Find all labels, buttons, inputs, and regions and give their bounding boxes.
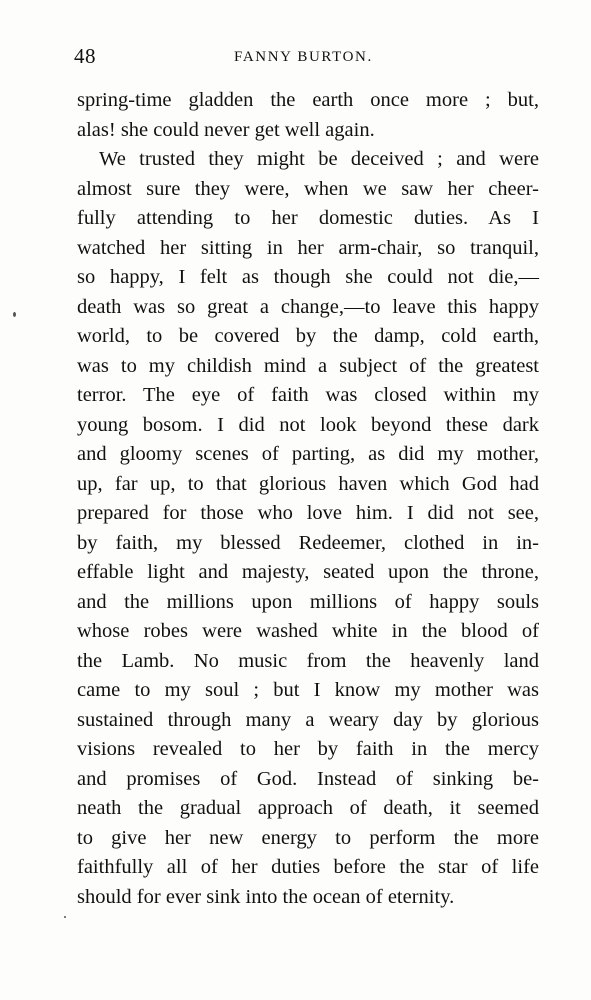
text-line: whose robes were washed white in the blood of xyxy=(77,620,539,642)
text-line: almost sure they were, when we saw her cheer- xyxy=(77,177,539,200)
text-line: was to my childish mind a subject of the greatest xyxy=(77,354,539,377)
text-line: by faith, my blessed Redeemer, clothed in in- xyxy=(77,531,539,554)
text-line: visions revealed to her by faith in the mercy xyxy=(77,738,539,760)
text-line: prepared for those who love him. I did not see, xyxy=(77,502,539,524)
running-title: FANNY BURTON. xyxy=(234,49,373,65)
ink-speck xyxy=(64,916,66,918)
text-line: alas! she could never get well again. xyxy=(77,118,375,141)
text-line: spring-time gladden the earth once more ; but, xyxy=(77,89,539,111)
text-line: terror. The eye of faith was closed within my xyxy=(77,384,539,406)
text-line: up, far up, to that glorious haven which God had xyxy=(77,472,539,495)
text-line: watched her sitting in her arm-chair, so tranquil, xyxy=(77,236,539,259)
ink-speck xyxy=(13,312,16,317)
text-line: came to my soul ; but I know my mother was xyxy=(77,679,539,701)
text-line: should for ever sink into the ocean of eternity. xyxy=(77,885,455,908)
text-line: faithfully all of her duties before the star of life xyxy=(77,856,539,878)
page-number: 48 xyxy=(74,44,96,68)
text-line: young bosom. I did not look beyond these dark xyxy=(77,413,539,436)
text-line: and gloomy scenes of parting, as did my mother, xyxy=(77,443,539,465)
text-line: and the millions upon millions of happy souls xyxy=(77,590,539,613)
text-line: the Lamb. No music from the heavenly land xyxy=(77,649,539,672)
text-line: and promises of God. Instead of sinking be- xyxy=(77,767,539,790)
text-line: We trusted they might be deceived ; and were xyxy=(99,148,539,170)
text-line: death was so great a change,—to leave this happy xyxy=(77,295,539,318)
body-text xyxy=(77,86,539,912)
text-line: so happy, I felt as though she could not die,— xyxy=(77,266,539,288)
text-line: effable light and majesty, seated upon the throne, xyxy=(77,561,539,583)
text-line: world, to be covered by the damp, cold earth, xyxy=(77,325,539,347)
text-line: to give her new energy to perform the more xyxy=(77,826,539,849)
text-line: fully attending to her domestic duties. As I xyxy=(77,207,539,229)
text-line: sustained through many a weary day by glorious xyxy=(77,708,539,731)
text-line: neath the gradual approach of death, it seemed xyxy=(77,797,539,819)
